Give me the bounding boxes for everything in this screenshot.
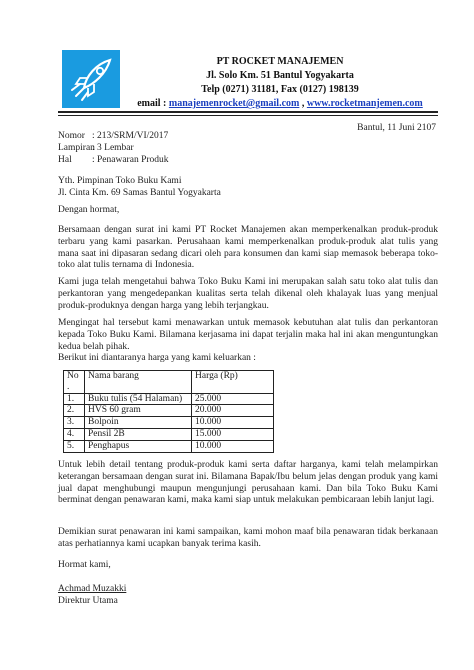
cell-item: HVS 60 gram: [85, 405, 192, 417]
cell-no: 2.: [64, 405, 85, 417]
cell-item: Penghapus: [85, 440, 192, 452]
paragraph-price-intro: Berikut ini diantaranya harga yang kami keluarkan :: [58, 353, 256, 363]
column-header-item: Nama barang: [85, 371, 192, 394]
cell-no: 3.: [64, 417, 85, 429]
rocket-icon: [62, 50, 120, 108]
meta-key: Hal: [58, 155, 72, 165]
letter-date: Bantul, 11 Juni 2107: [357, 123, 436, 133]
cell-item: Buku tulis (54 Halaman): [85, 393, 192, 405]
company-name: PT ROCKET MANAJEMEN: [216, 56, 344, 67]
paragraph-closing: Demikian surat penawaran ini kami sampaikan, kami mohon maaf bila penawaran tidak berkanaan atas perhatiannya kami ucapkan banyak terima kasih.: [58, 527, 438, 549]
company-contact-line: [130, 97, 430, 111]
table-row: [64, 440, 274, 452]
meta-value: : Penawaran Produk: [92, 155, 169, 165]
meta-value: : 3 Lembar: [92, 143, 134, 153]
letter-meta: [58, 130, 169, 166]
meta-row: [58, 142, 169, 154]
paragraph-intro: Bersamaan dengan surat ini kami PT Rocket Manajemen akan memperkenalkan produk-produk terbaru yang kami pasarkan. Perusahaan kami memperkenalkan produk-produk alat tulis yang mana saat ini dipasaran sedang dicari oleh para konsumen dan kami siap memasok beberapa toko-toko alat tulis ternama di Indonesia.: [58, 225, 438, 271]
cell-price: 10.000: [192, 417, 274, 429]
cell-price: 10.000: [192, 440, 274, 452]
email-link[interactable]: manajemenrocket@gmail.com: [168, 98, 300, 109]
cell-item: Pensil 2B: [85, 428, 192, 440]
column-header-no: No .: [64, 371, 85, 394]
table-row: [64, 417, 274, 429]
company-address: Jl. Solo Km. 51 Bantul Yogyakarta: [206, 70, 354, 81]
recipient-name: Yth. Pimpinan Toko Buku Kami: [58, 176, 182, 186]
price-table: [63, 370, 274, 453]
letterhead-rule-thin: [58, 115, 438, 116]
email-label: email :: [137, 98, 169, 109]
closing-salutation: Hormat kami,: [58, 560, 111, 570]
paragraph-offer: Mengingat hal tersebut kami menawarkan untuk memasok kebutuhan alat tulis dan perkantoran kepada Toko Buku Kami. Bilamana kerjasama ini dapat terjalin maka hal ini akan menguntungkan kedua belah pihak.: [58, 318, 438, 352]
meta-row: [58, 154, 169, 166]
column-header-price: Harga (Rp): [192, 371, 274, 394]
table-header-row: [64, 371, 274, 394]
signatory-name: Achmad Muzakki: [58, 584, 127, 594]
cell-price: 20.000: [192, 405, 274, 417]
cell-price: 25.000: [192, 393, 274, 405]
contact-separator: ,: [299, 98, 307, 109]
company-logo: [62, 50, 120, 108]
signatory-title: Direktur Utama: [58, 596, 118, 606]
signatory: [58, 583, 126, 607]
greeting: Dengan hormat,: [58, 205, 120, 215]
meta-key: Nomor: [58, 131, 85, 141]
meta-key: Lampiran: [58, 143, 95, 153]
table-row: [64, 393, 274, 405]
cell-price: 15.000: [192, 428, 274, 440]
cell-no: 1.: [64, 393, 85, 405]
letterhead-rule-thick: [58, 111, 438, 113]
cell-no: 5.: [64, 440, 85, 452]
paragraph-details: Untuk lebih detail tentang produk-produk kami serta daftar harganya, kami telah melampirkan keterangan bersamaan dengan surat ini. Bilamana Bapak/Ibu belum jelas dengan produk yang kami jual dapat menghubungi maupun mengunjungi perusahaan kami. Dan bila Toko Buku Kami berminat dengan penawaran kami, maka kami siap untuk melakukan pembicaraan lebih lanjut lagi.: [58, 460, 438, 506]
recipient: [58, 176, 438, 200]
letterhead: [130, 55, 430, 111]
table-row: [64, 428, 274, 440]
table-row: [64, 405, 274, 417]
recipient-address: Jl. Cinta Km. 69 Samas Bantul Yogyakarta: [58, 187, 221, 198]
meta-value: : 213/SRM/VI/2017: [92, 131, 169, 141]
paragraph-knowledge: Kami juga telah mengetahui bahwa Toko Buku Kami ini merupakan salah satu toko alat tulis dan perkantoran yang mengedepankan kualitas serta telah dikenal oleh khalayak luas yang menjual produk-produknya dengan harga yang lebih terjangkau.: [58, 277, 438, 311]
website-link[interactable]: www.rocketmanjemen.com: [306, 98, 423, 109]
cell-item: Bolpoin: [85, 417, 192, 429]
company-phone: Telp (0271) 31181, Fax (0127) 198139: [201, 84, 359, 95]
cell-no: 4.: [64, 428, 85, 440]
meta-row: [58, 130, 169, 142]
